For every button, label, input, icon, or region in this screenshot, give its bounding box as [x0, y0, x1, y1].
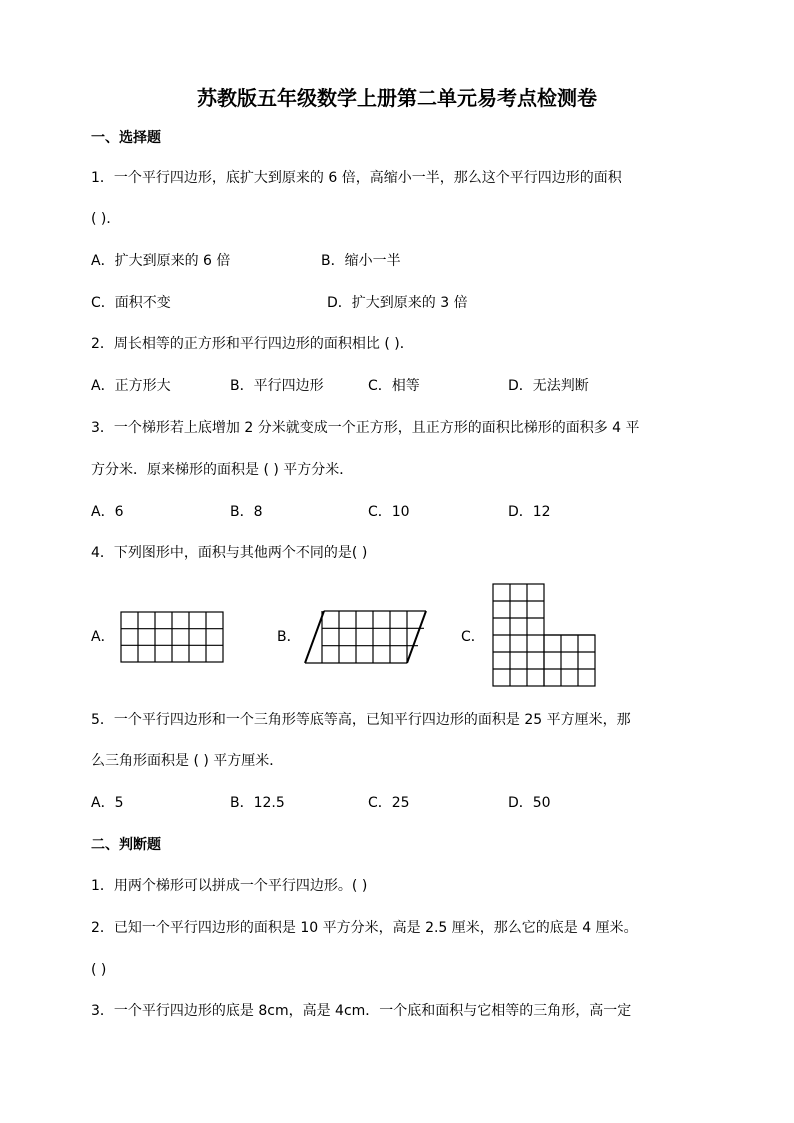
- q1-option-a: A．扩大到原来的 6 倍: [91, 253, 231, 269]
- section-heading-judgment: 二、判断题: [91, 837, 161, 853]
- question-4-text: 4．下列图形中，面积与其他两个不同的是( ): [91, 545, 368, 561]
- q1-option-d: D．扩大到原来的 3 倍: [327, 295, 468, 311]
- q1-option-c: C．面积不变: [91, 295, 171, 311]
- q2-option-d: D．无法判断: [508, 378, 589, 394]
- question-1-text: 1．一个平行四边形，底扩大到原来的 6 倍，高缩小一半，那么这个平行四边形的面积: [91, 170, 622, 186]
- judgment-1-text: 1．用两个梯形可以拼成一个平行四边形。( ): [91, 878, 368, 894]
- q5-option-b: B．12.5: [230, 795, 285, 811]
- q2-option-b: B．平行四边形: [230, 378, 324, 394]
- q5-option-d: D．50: [508, 795, 551, 811]
- judgment-2-text: 2．已知一个平行四边形的面积是 10 平方分米，高是 2.5 厘米，那么它的底是 4 厘米。: [91, 920, 638, 936]
- q3-option-d: D．12: [508, 504, 551, 520]
- question-3-text: 3．一个梯形若上底增加 2 分米就变成一个正方形，且正方形的面积比梯形的面积多 4 平: [91, 420, 640, 436]
- question-1-blank: ( )．: [91, 211, 121, 227]
- q3-option-a: A．6: [91, 504, 124, 520]
- q1-option-b: B．缩小一半: [321, 253, 401, 269]
- question-5-text-cont: 么三角形面积是 ( ) 平方厘米．: [91, 753, 284, 769]
- section-heading-choice: 一、选择题: [91, 130, 161, 146]
- parallelogram-grid-figure: [302, 608, 430, 666]
- q3-option-c: C．10: [368, 504, 410, 520]
- q4-label-a: A．: [91, 629, 115, 645]
- q5-option-a: A．5: [91, 795, 124, 811]
- composite-grid-figure: [492, 583, 598, 688]
- page-title: 苏教版五年级数学上册第二单元易考点检测卷: [197, 86, 597, 110]
- question-2-text: 2．周长相等的正方形和平行四边形的面积相比 ( )．: [91, 336, 414, 352]
- question-3-text-cont: 方分米．原来梯形的面积是 ( ) 平方分米．: [91, 462, 354, 478]
- rectangle-grid-figure: [120, 610, 226, 664]
- judgment-2-blank: ( ): [91, 962, 107, 978]
- q4-label-b: B．: [277, 629, 301, 645]
- judgment-3-text: 3．一个平行四边形的底是 8cm，高是 4cm．一个底和面积与它相等的三角形，高一定: [91, 1003, 632, 1019]
- q3-option-b: B．8: [230, 504, 263, 520]
- q4-label-c: C．: [461, 629, 485, 645]
- q2-option-c: C．相等: [368, 378, 420, 394]
- question-5-text: 5．一个平行四边形和一个三角形等底等高，已知平行四边形的面积是 25 平方厘米，那: [91, 712, 631, 728]
- q2-option-a: A．正方形大: [91, 378, 171, 394]
- q5-option-c: C．25: [368, 795, 410, 811]
